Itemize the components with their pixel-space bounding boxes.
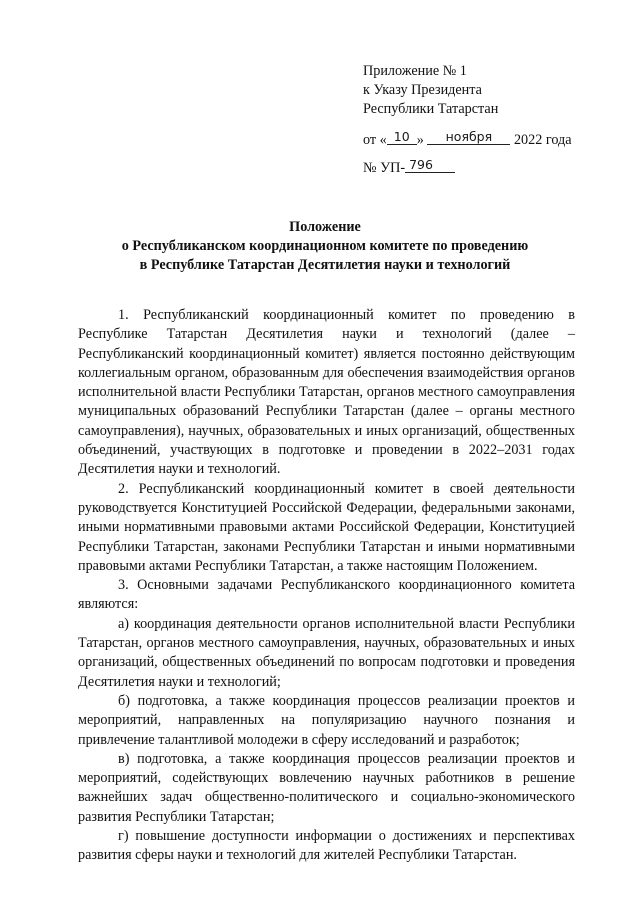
paragraph-1: 1. Республиканский координационный комитет по проведению в Республике Татарстан Десятилетия науки и технологий (далее – Республиканский координационный комитет) является постоянно действующим коллегиальным органом, образованным для обеспечения взаимодействия органов исполнительной власти Республики Татарстан, органов местного самоуправления муниципальных образований Республики Татарстан (далее – органы местного самоуправления), научных, образовательных и иных организаций, общественных объединений, участвующих в подготовке и проведении в 2022–2031 годах Десятилетия науки и технологий.	[78, 307, 575, 478]
date-year: 2022 года	[513, 132, 572, 148]
paragraph-3b: б) подготовка, а также координация процессов реализации проектов и мероприятий, направленных на популяризацию научного познания и привлечение талантливой молодежи в сферу исследований и разработок;	[78, 692, 575, 748]
title-line-3: в Республике Татарстан Десятилетия науки и технологий	[139, 257, 511, 273]
title-line-1: Положение	[289, 219, 361, 235]
appendix-number	[363, 159, 603, 178]
paragraph-3: 3. Основными задачами Республиканского координационного комитета являются:	[78, 577, 575, 613]
document-body	[78, 306, 575, 866]
paragraph-3a: а) координация деятельности органов исполнительной власти Республики Татарстан, органов местного самоуправления, научных, образовательных и иных организаций, общественных объединений по вопросам подготовки и проведения Десятилетия науки и технологий;	[78, 615, 575, 690]
appendix-date	[363, 131, 603, 150]
paragraph-3g: г) повышение доступности информации о достижениях и перспективах развития сферы науки и технологий для жителей Республики Татарстан.	[78, 828, 575, 864]
appendix-header	[363, 62, 603, 178]
appendix-title: Приложение № 1	[363, 63, 467, 79]
title-line-2: о Республиканском координационном комитете по проведению	[121, 238, 529, 254]
paragraph-3v: в) подготовка, а также координация процессов реализации проектов и мероприятий, содействующих вовлечению научных работников в решение важнейших задач общественно-политического и социально-экономического развития Республики Татарстан;	[78, 750, 575, 825]
document-title	[60, 218, 590, 275]
date-month-handwritten: ноября	[427, 129, 510, 145]
appendix-republic: Республики Татарстан	[363, 101, 499, 117]
paragraph-2: 2. Республиканский координационный комитет в своей деятельности руководствуется Конституцией Российской Федерации, федеральными законами, иными нормативными правовыми актами Российской Федерации, Конституцией Республики Татарстан, законами Республики Татарстан и иными нормативными правовыми актами Республики Татарстан, а также настоящим Положением.	[78, 480, 575, 574]
appendix-decree-ref: к Указу Президента	[363, 82, 482, 98]
number-prefix: № УП-	[363, 160, 406, 176]
number-handwritten: 796	[405, 157, 455, 173]
date-prefix: от «	[363, 132, 387, 148]
date-day-handwritten: 10	[387, 129, 417, 145]
date-quote-close: »	[416, 132, 424, 148]
